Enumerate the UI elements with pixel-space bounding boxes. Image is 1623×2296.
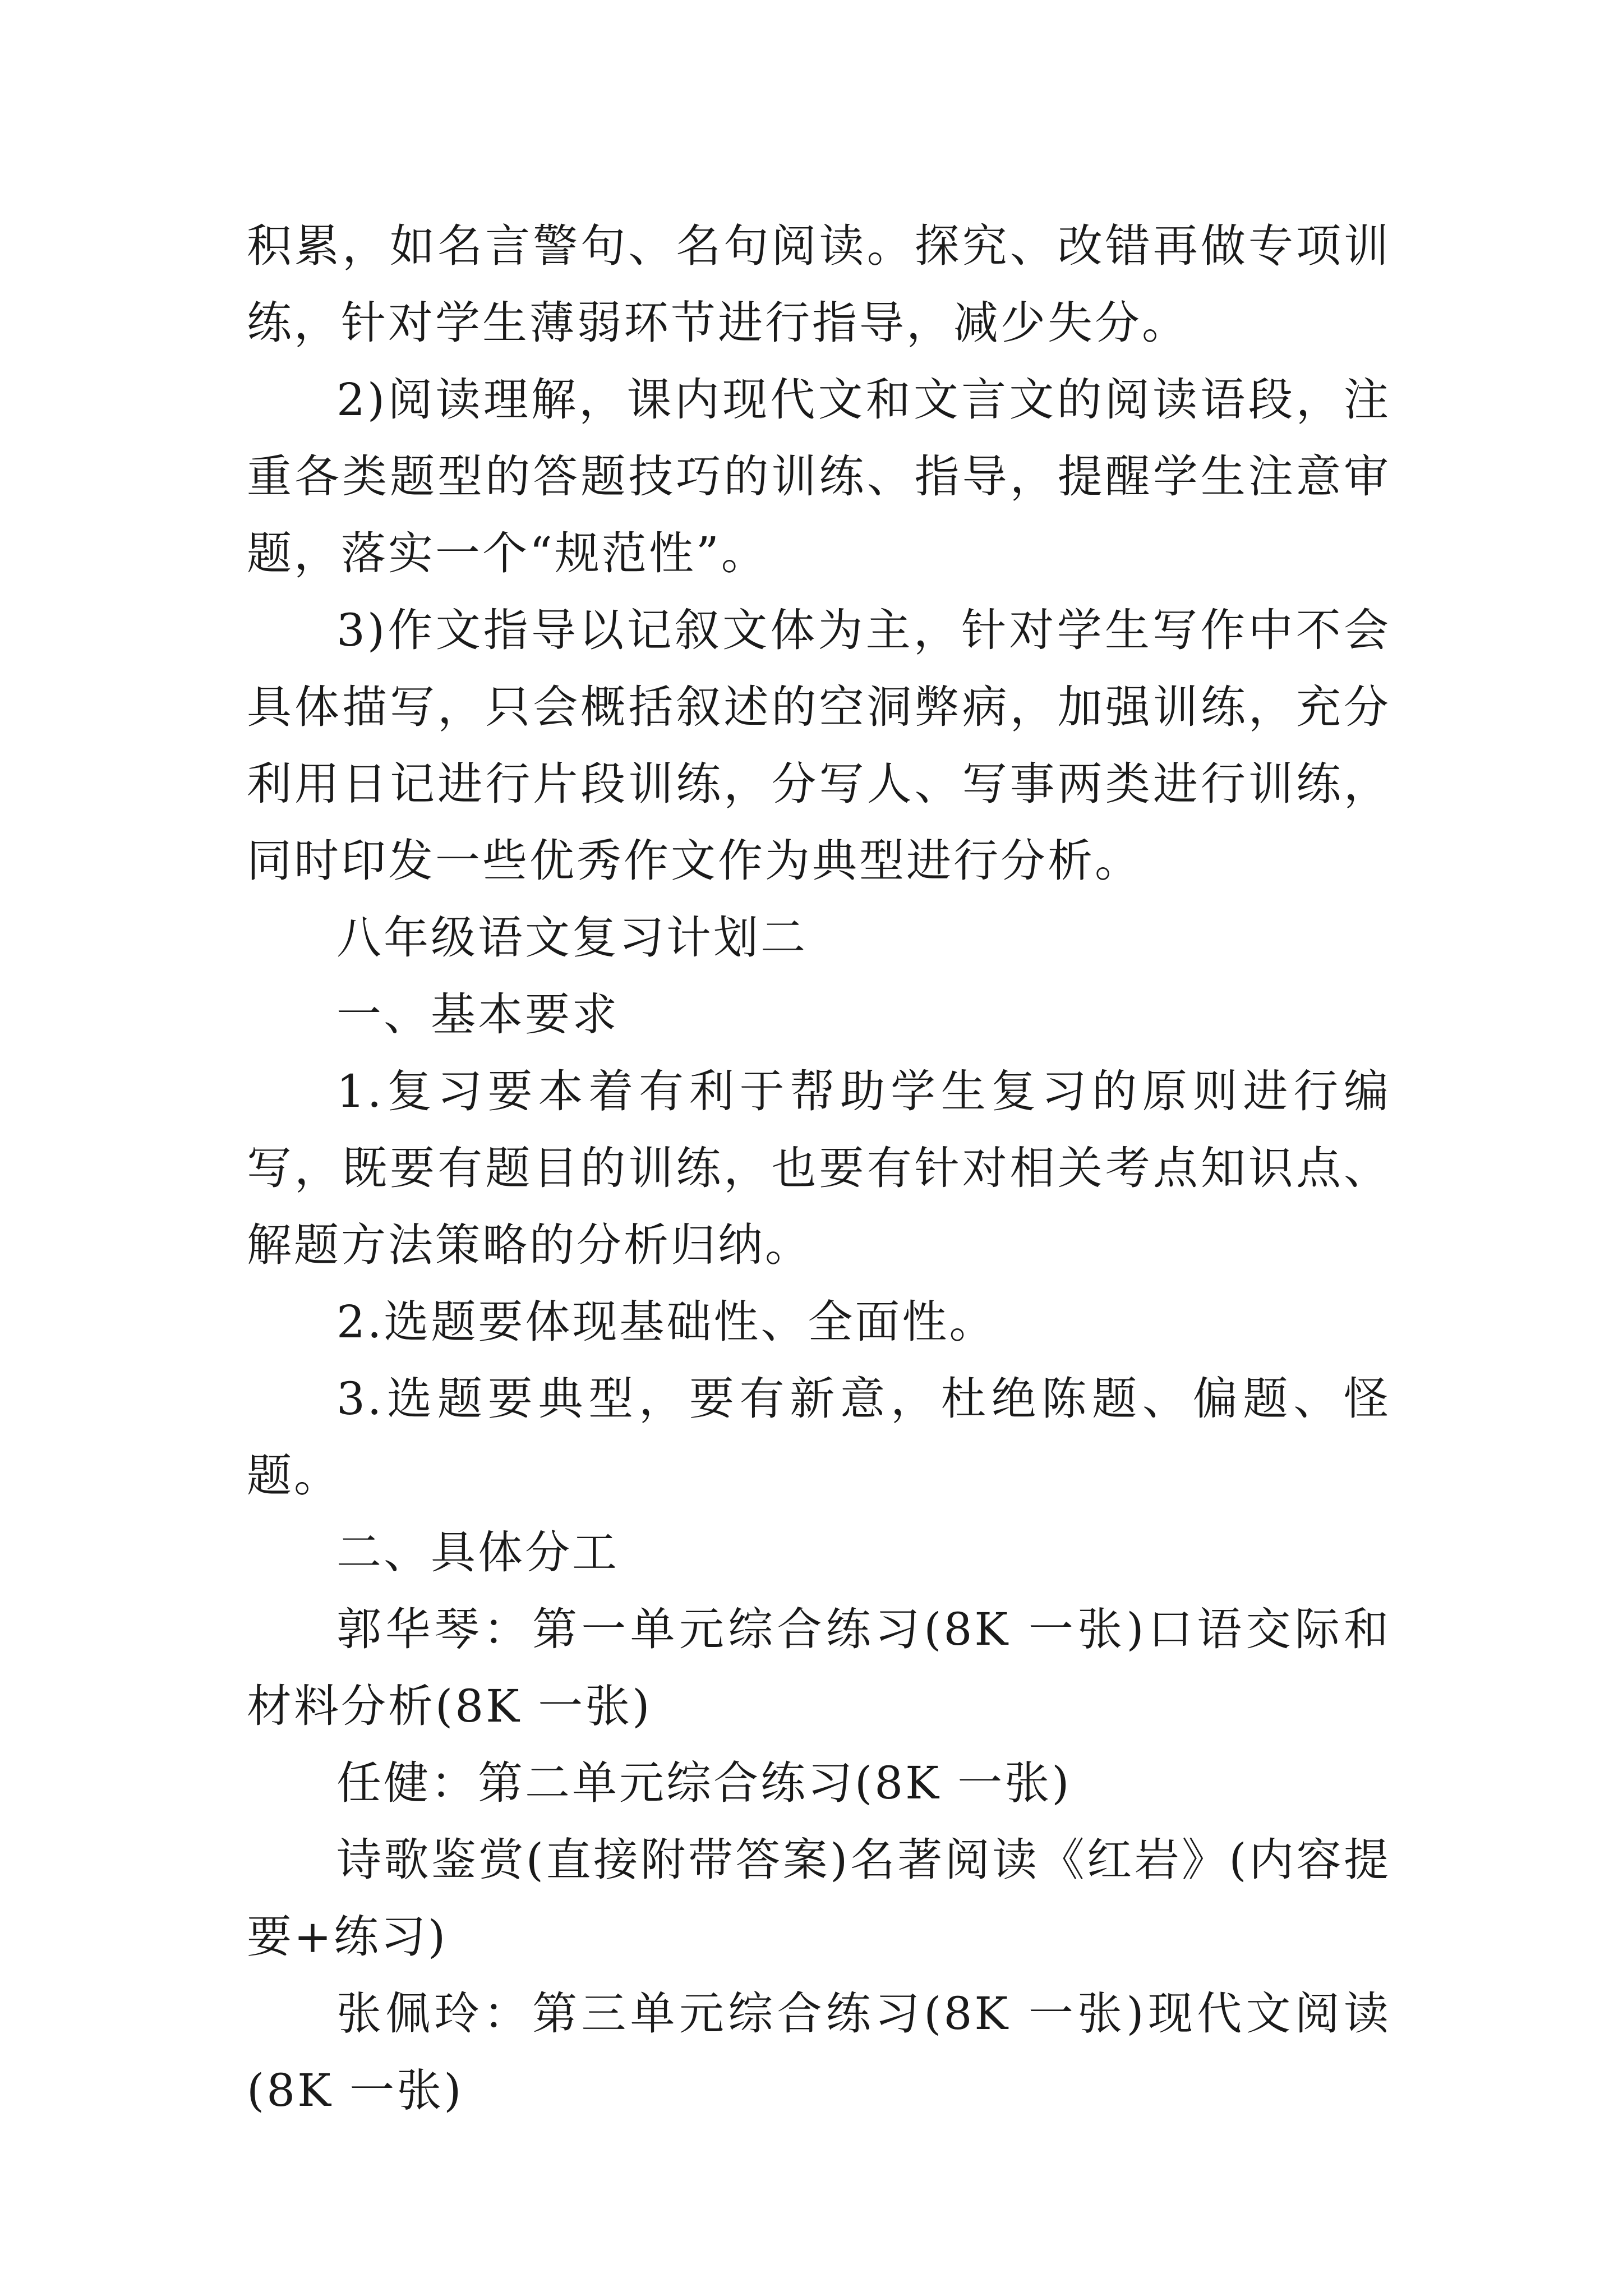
assignment-poetry-and-classics: 诗歌鉴赏(直接附带答案)名著阅读《红岩》(内容提要+练习) xyxy=(247,1834,1391,1963)
paragraph-composition-guidance: 3)作文指导以记叙文体为主，针对学生写作中不会具体描写，只会概括叙述的空洞弊病，加强训练，充分利用日记进行片段训练，分写人、写事两类进行训练，同时印发一些优秀作文作为典型进行分析。 xyxy=(247,604,1391,887)
assignment-zhang-peiling: 张佩玲：第三单元综合练习(8K 一张)现代文阅读(8K 一张) xyxy=(247,1987,1391,2116)
requirement-item-1: 1.复习要本着有利于帮助学生复习的原则进行编写，既要有题目的训练，也要有针对相关考点知识点、解题方法策略的分析归纳。 xyxy=(247,1065,1391,1271)
section-title-plan-two: 八年级语文复习计划二 xyxy=(336,912,808,964)
heading-basic-requirements: 一、基本要求 xyxy=(336,988,619,1041)
assignment-ren-jian: 任健：第二单元综合练习(8K 一张) xyxy=(336,1757,1072,1809)
requirement-item-2: 2.选题要体现基础性、全面性。 xyxy=(336,1296,997,1348)
document-body xyxy=(247,208,1391,2129)
paragraph-reading-comprehension: 2)阅读理解，课内现代文和文言文的阅读语段，注重各类题型的答题技巧的训练、指导，提醒学生注意审题，落实一个“规范性”。 xyxy=(247,374,1391,579)
requirement-item-3: 3.选题要典型，要有新意，杜绝陈题、偏题、怪题。 xyxy=(247,1373,1391,1502)
assignment-guo-huaqin: 郭华琴：第一单元综合练习(8K 一张)口语交际和材料分析(8K 一张) xyxy=(247,1603,1391,1732)
paragraph-accumulation: 积累，如名言警句、名句阅读。探究、改错再做专项训练，针对学生薄弱环节进行指导，减少失分。 xyxy=(247,220,1391,349)
heading-division-of-work: 二、具体分工 xyxy=(336,1526,619,1579)
